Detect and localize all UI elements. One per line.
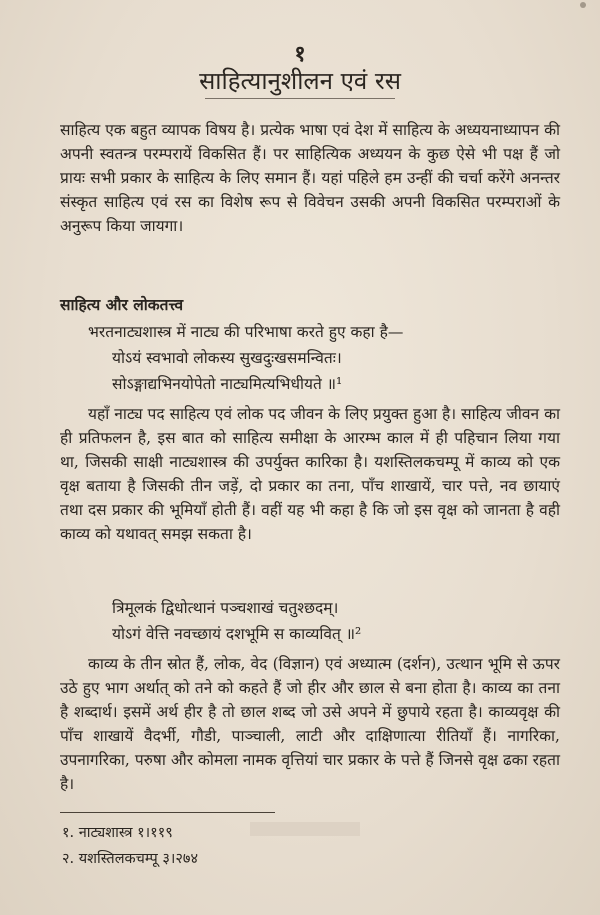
verse-2-line-2: योऽगं वेत्ति नवच्छायं दशभूमि स काव्यवित् ॥² — [112, 625, 362, 643]
verse-2-line-1: त्रिमूलकं द्विधोत्थानं पञ्चशाखं चतुश्छदम्। — [112, 599, 339, 617]
lead-line: भरतनाट्यशास्त्र में नाट्य की परिभाषा करते हुए कहा है— — [88, 323, 404, 341]
verse-1-line-1: योऽयं स्वभावो लोकस्य सुखदुःखसमन्वितः। — [112, 349, 342, 367]
footnote-divider — [60, 812, 275, 813]
paragraph-3: काव्य के तीन स्रोत हैं, लोक, वेद (विज्ञान) एवं अध्यात्म (दर्शन), उत्थान भूमि से ऊपर उठे हुए भाग अर्थात् को तने को कहते हैं जो हीर और छाल से बना होता है। काव्य का तना है शब्दार्थ। इसमें अर्थ हीर है तो छाल शब्द जो उसे अपने में छुपाये रहता है। काव्यवृक्ष की पाँच शाखायें वैदर्भी, गौडी, पाञ्चाली, लाटी और दाक्षिणात्या रीतियाँ हैं। नागरिका, उपनागरिका, परुषा और कोमला नामक वृत्तियां चार प्रकार के पत्ते हैं जिनसे वृक्ष ढका रहता है। — [60, 655, 560, 793]
section-heading: साहित्य और लोकतत्त्व — [60, 295, 184, 314]
verse-1-line-2: सोऽङ्गाद्यभिनयोपेतो नाट्यमित्यभिधीयते ॥¹ — [112, 375, 343, 393]
paragraph-2: यहाँ नाट्य पद साहित्य एवं लोक पद जीवन के लिए प्रयुक्त हुआ है। साहित्य जीवन का ही प्रतिफलन है, इस बात को साहित्य समीक्षा के आरम्भ काल में ही पहिचान लिया गया था, जिसकी साक्षी नाट्यशास्त्र की उपर्युक्त कारिका है। यशस्तिलकचम्पू में काव्य को एक वृक्ष बताया है जिसकी तीन जड़ें, दो प्रकार का तना, पाँच शाखायें, चार पत्ते, नव छायाएं तथा दस प्रकार की भूमियाँ होती हैं। वहीं यह भी कहा है कि जो इस वृक्ष को जानता है वही काव्य को यथावत् समझ सकता है। — [60, 405, 560, 543]
corner-mark — [580, 2, 586, 8]
chapter-title: साहित्यानुशीलन एवं रस — [199, 67, 401, 95]
title-underline — [205, 98, 395, 99]
footnote-1: १. नाट्यशास्त्र १।११९ — [62, 825, 173, 841]
intro-paragraph: साहित्य एक बहुत व्यापक विषय है। प्रत्येक भाषा एवं देश में साहित्य के अध्ययनाध्यापन की अपनी स्वतन्त्र परम्परायें विकसित हैं। पर साहित्यिक अध्ययन के कुछ ऐसे भी पक्ष हैं जो प्रायः सभी प्रकार के साहित्य के लिए समान हैं। यहां पहिले हम उन्हीं की चर्चा करेंगे अनन्तर संस्कृत साहित्य एवं रस का विशेष रूप से विवेचन उसकी अपनी विकसित परम्पराओं के अनुरूप किया जायगा। — [60, 121, 560, 235]
chapter-number: १ — [294, 41, 306, 67]
footnote-2: २. यशस्तिलकचम्पू ३।२७४ — [62, 851, 198, 867]
bleed-through-smudge — [250, 822, 360, 836]
